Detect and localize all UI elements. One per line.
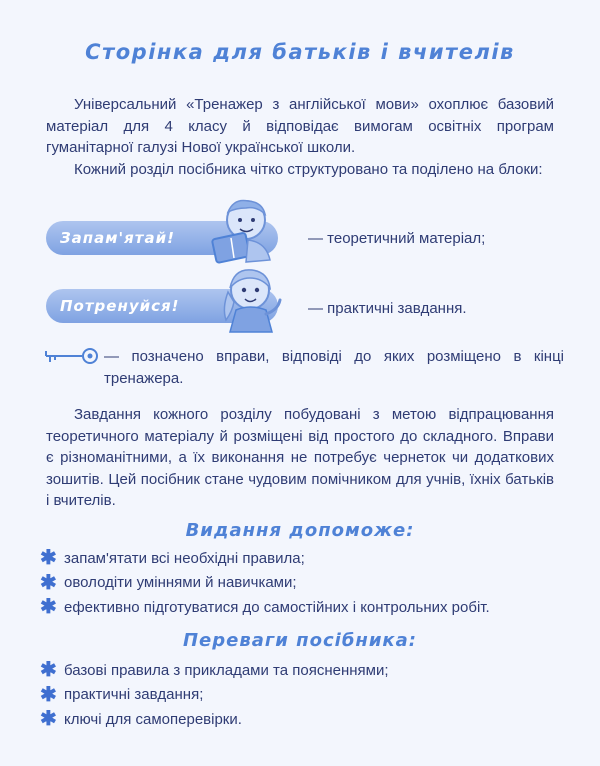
advantages-list: [40, 658, 389, 732]
list-item: ✱ запам'ятати всі необхідні правила;: [40, 547, 305, 570]
advantages-heading: Переваги посібника:: [182, 630, 417, 651]
asterisk-icon: ✱: [40, 708, 57, 731]
list-item: ✱ ефективно підготуватися до самостійних і контрольних робіт.: [40, 596, 490, 619]
girl-icon: [214, 262, 286, 334]
intro-paragraph-2: Кожний розділ посібника чітко структуровано та поділено на блоки:: [74, 161, 543, 178]
key-icon: [44, 346, 100, 366]
asterisk-icon: ✱: [40, 683, 57, 706]
list-item: ✱ базові правила з прикладами та поясненнями;: [40, 659, 389, 682]
list-item: ✱ ключі для самоперевірки.: [40, 708, 242, 731]
page-title: Сторінка для батьків і вчителів: [85, 40, 515, 64]
practice-label: Потренуйся!: [60, 297, 180, 315]
asterisk-icon: ✱: [40, 547, 57, 570]
practice-description: — практичні завдання.: [308, 300, 467, 317]
asterisk-icon: ✱: [40, 571, 57, 594]
list-item: ✱ практичні завдання;: [40, 683, 204, 706]
asterisk-icon: ✱: [40, 596, 57, 619]
asterisk-icon: ✱: [40, 659, 57, 682]
key-note: — позначено вправи, відповіді до яких розміщено в кінці тренажера.: [104, 348, 564, 387]
remember-label: Запам'ятай!: [60, 229, 175, 247]
help-list: [40, 546, 490, 620]
body-paragraph: Завдання кожного розділу побудовані з метою відпрацювання теоретичного матеріалу й розміщені від простого до складного. Вправи є різноманітними, а їх виконання не потребує чернеток чи додаткових зошитів. Цей посібник стане чудовим помічником для учнів, їхніх батьків і вчителів.: [46, 406, 554, 509]
help-heading: Видання допоможе:: [185, 520, 415, 541]
intro-paragraph-1: Універсальний «Тренажер з англійської мови» охоплює базовий матеріал для 4 класу й відповідає вимогам освітніх програм гуманітарної галузі Нової української школи.: [46, 96, 554, 156]
boy-reading-icon: [210, 196, 280, 264]
list-item: ✱ оволодіти уміннями й навичками;: [40, 571, 297, 594]
remember-description: — теоретичний матеріал;: [308, 230, 486, 247]
